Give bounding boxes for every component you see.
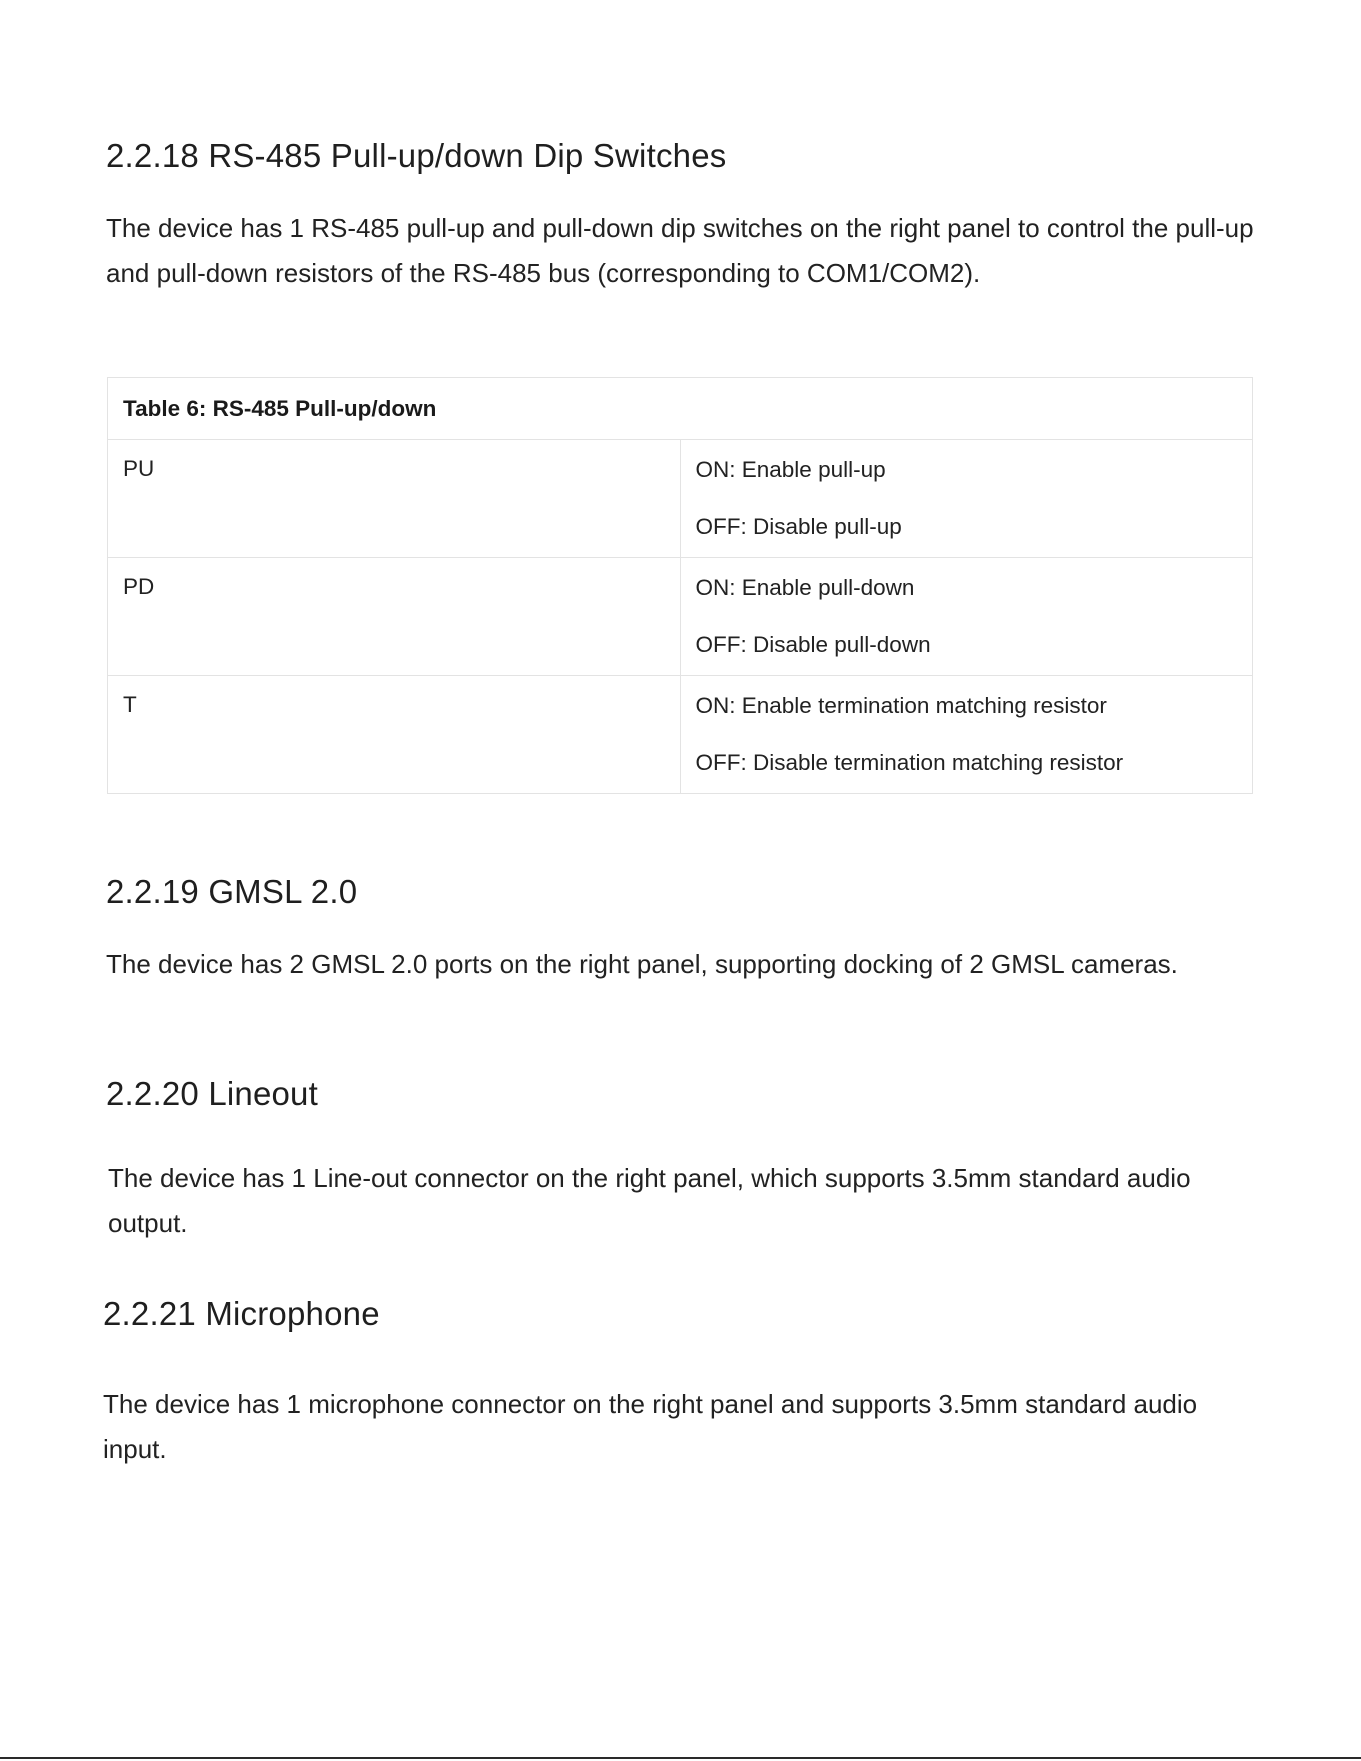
section-heading-lineout: 2.2.20 Lineout — [106, 1075, 318, 1112]
on-description: ON: Enable pull-down — [695, 575, 915, 600]
section-body-gmsl: The device has 2 GMSL 2.0 ports on the right panel, supporting docking of 2 GMSL cameras. — [106, 949, 1178, 979]
rs485-table — [107, 377, 1253, 794]
table-cell-description — [680, 440, 1253, 558]
table-row — [108, 676, 1253, 794]
table-caption-row — [108, 378, 1253, 440]
table-cell-name: PU — [108, 440, 681, 558]
page-bottom-border — [0, 1757, 1361, 1759]
section-heading-gmsl: 2.2.19 GMSL 2.0 — [106, 873, 358, 910]
off-description: OFF: Disable pull-down — [695, 632, 931, 657]
table-cell-name: T — [108, 676, 681, 794]
section-body-lineout: The device has 1 Line-out connector on the right panel, which supports 3.5mm standard audio output. — [108, 1163, 1191, 1238]
on-description: ON: Enable termination matching resistor — [695, 693, 1107, 718]
table-row — [108, 440, 1253, 558]
table-row — [108, 558, 1253, 676]
table-cell-name: PD — [108, 558, 681, 676]
section-heading-microphone: 2.2.21 Microphone — [103, 1295, 380, 1332]
section-body-rs485: The device has 1 RS-485 pull-up and pull-down dip switches on the right panel to control the pull-up and pull-down resistors of the RS-485 bus (corresponding to COM1/COM2). — [106, 213, 1254, 288]
off-description: OFF: Disable termination matching resistor — [695, 750, 1124, 775]
section-heading-rs485: 2.2.18 RS-485 Pull-up/down Dip Switches — [106, 137, 727, 174]
table-cell-description — [680, 676, 1253, 794]
table-cell-description — [680, 558, 1253, 676]
table-caption: Table 6: RS-485 Pull-up/down — [108, 378, 1253, 440]
section-body-microphone: The device has 1 microphone connector on the right panel and supports 3.5mm standard audio input. — [103, 1389, 1198, 1464]
off-description: OFF: Disable pull-up — [695, 514, 902, 539]
on-description: ON: Enable pull-up — [695, 457, 886, 482]
